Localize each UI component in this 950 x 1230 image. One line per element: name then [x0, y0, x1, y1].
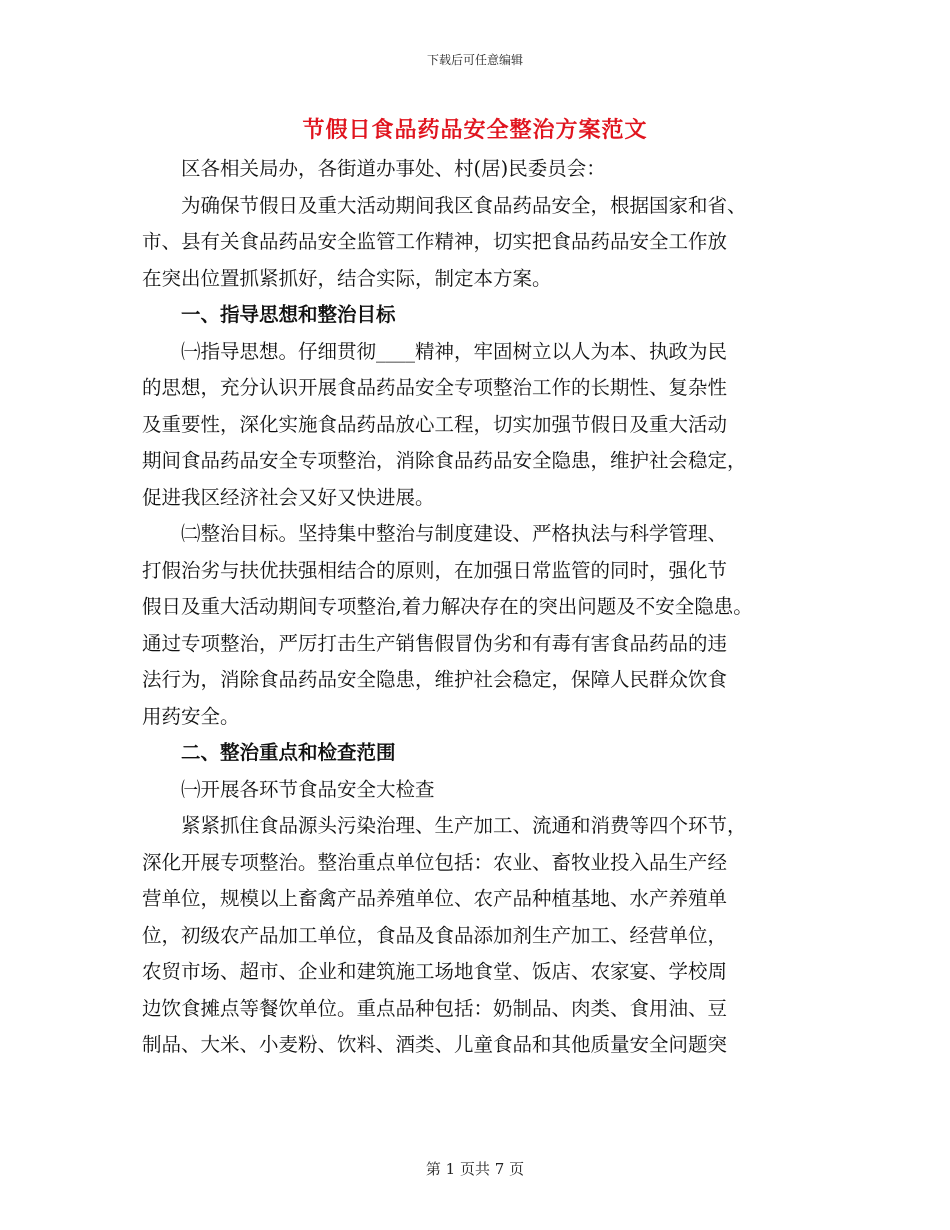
paragraph: [142, 516, 822, 735]
paragraph: [142, 334, 822, 517]
text-line: 法行为，消除食品药品安全隐患，维护社会稳定，保障人民群众饮食: [142, 668, 728, 691]
text-line: 二、整治重点和检查范围: [181, 741, 396, 764]
text-line: 边饮食摊点等餐饮单位。重点品种包括：奶制品、肉类、食用油、豆: [142, 996, 728, 1020]
section-heading: [142, 735, 822, 772]
section-heading: [142, 297, 822, 334]
text-line: ㈠指导思想。仔细贯彻____精神，牢固树立以人为本、执政为民: [181, 339, 728, 363]
text-line: 促进我区经济社会又好又快进展。: [142, 485, 435, 509]
text-line: 用药安全。: [142, 704, 240, 728]
paragraph: [142, 808, 822, 1064]
text-line: 营单位，规模以上畜禽产品养殖单位、农产品种植基地、水产养殖单: [142, 887, 728, 910]
document-body: [142, 151, 822, 1064]
text-line: 在突出位置抓紧抓好，结合实际，制定本方案。: [142, 266, 552, 290]
text-line: 的思想，充分认识开展食品药品安全专项整治工作的长期性、复杂性: [142, 376, 728, 399]
paragraph: [142, 772, 822, 809]
text-line: 市、县有关食品药品安全监管工作精神，切实把食品药品安全工作放: [142, 230, 728, 253]
text-line: 打假治劣与扶优扶强相结合的原则，在加强日常监管的同时，强化节: [142, 558, 728, 582]
page-footer: 第 1 页共 7 页: [425, 1160, 525, 1178]
text-line: 制品、大米、小麦粉、饮料、酒类、儿童食品和其他质量安全问题突: [142, 1033, 728, 1056]
text-line: ㈡整治目标。坚持集中整治与制度建设、严格执法与科学管理、: [181, 522, 728, 545]
text-line: 假日及重大活动期间专项整治,着力解决存在的突出问题及不安全隐患。: [142, 595, 753, 618]
text-line: 紧紧抓住食品源头污染治理、生产加工、流通和消费等四个环节，: [181, 814, 747, 837]
header-note: 下载后可任意编辑: [426, 53, 523, 67]
text-line: 为确保节假日及重大活动期间我区食品药品安全，根据国家和省、: [181, 193, 747, 217]
text-line: 一、指导思想和整治目标: [181, 303, 396, 326]
text-line: ㈠开展各环节食品安全大检查: [181, 777, 435, 801]
paragraph: [142, 151, 822, 188]
text-line: 通过专项整治，严厉打击生产销售假冒伪劣和有毒有害食品药品的违: [142, 631, 728, 655]
text-line: 深化开展专项整治。整治重点单位包括：农业、畜牧业投入品生产经: [142, 850, 728, 874]
paragraph: [142, 188, 822, 298]
text-line: 农贸市场、超市、企业和建筑施工场地食堂、饭店、农家宴、学校周: [142, 960, 728, 983]
text-line: 及重要性，深化实施食品药品放心工程，切实加强节假日及重大活动: [142, 412, 728, 436]
text-line: 期间食品药品安全专项整治，消除食品药品安全隐患，维护社会稳定，: [142, 449, 747, 472]
text-line: 区各相关局办，各街道办事处、村(居)民委员会：: [181, 157, 606, 180]
document-title: 节假日食品药品安全整治方案范文: [302, 117, 648, 143]
text-line: 位，初级农产品加工单位，食品及食品添加剂生产加工、经营单位，: [142, 923, 728, 947]
